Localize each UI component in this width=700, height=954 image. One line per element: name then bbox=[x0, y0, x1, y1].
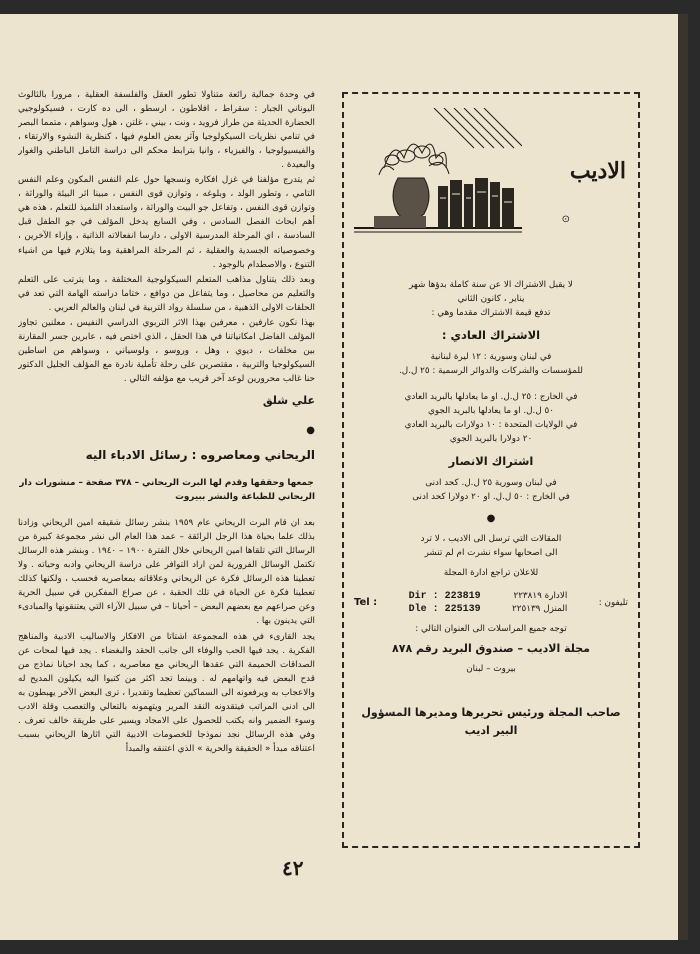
regular-line: للمؤسسات والشركات والدوائر الرسمية : ٢٥ ل.ل. bbox=[399, 366, 583, 376]
page-number: ٤٢ bbox=[282, 856, 304, 880]
article-subtitle: جمعها وحققها وقدم لها البرت الريحاني – ٣٧٨ صفحة – منشورات دار الريحاني للطباعة والنشر ببيروت bbox=[19, 478, 315, 503]
books-vase-illustration bbox=[354, 108, 522, 260]
notice-line: الى اصحابها سواء نشرت ام لم تنشر bbox=[424, 548, 558, 558]
paragraph: بعد ان قام البرت الريحاني عام ١٩٥٩ بنشر رسائل شقيقه امين الريحاني وزادنا بذلك علما بحياة هذا الرجل الرائقة – عمد هذا العام الى نشر مجموعة كبيرة من الرسائل التي تلقاها امين الريحاني خلال الفترة ١٩٠٠ – ١٩٤٠ . وبنشر هذه الرسائل تكتمل الوسائل الفرورية لمن اراد التوافر على دراسة الريحاني وادبه وحياته . ولا تعطينا هذه الرسائل فكرة عن الريحاني وعلاقاته بمعاصريه فحسب ، ولكنها كذلك تعطينا فكرة عن الحياة في تلك الحقبة ، عن صراع المفكرين في سبيل الحرية وعن صراعهم مع بعضهم البعض – أحيانا – في سبيل الآراء التي يعتنقونها والمبادىء التي يدينون بها . bbox=[18, 518, 315, 627]
supporters-subscription-title: اشتراك الانصار bbox=[448, 454, 534, 468]
abroad-line: في الخارج : ٢٥ ل.ل. او ما يعادلها بالبريد العادي bbox=[404, 392, 578, 402]
abroad-line: ٥٠ ل.ل. او ما يعادلها بالبريد الجوي bbox=[427, 406, 554, 416]
author-signature: علي شلق bbox=[262, 393, 315, 407]
postal-address: مجلة الاديب – صندوق البريد رقم ٨٧٨ bbox=[392, 642, 590, 655]
subscription-box bbox=[342, 92, 640, 848]
intro-line: لا يقبل الاشتراك الا عن سنة كاملة بدؤها شهر bbox=[409, 280, 573, 290]
abroad-line: في الولايات المتحدة : ١٠ دولارات بالبريد العادي bbox=[404, 420, 578, 430]
owner-title: صاحب المجلة ورئيس تحريرها ومديرها المسؤول bbox=[361, 706, 621, 719]
telephone-block bbox=[354, 590, 628, 616]
ornament-dot: ⊙ bbox=[561, 214, 570, 225]
abroad-line: ٢٠ دولارا بالبريد الجوي bbox=[449, 434, 533, 444]
magazine-page bbox=[0, 14, 688, 940]
paragraph: وبعد ذلك يتناول مذاهب المتعلم السيكولوجية المختلفة ، وما يترتب على التعلم والتعليم من محاصيل ، وما يتفاعل من دوافع ، ختاما دراسته الهامة التي تعد في الحلقات الاولى الذهبية ، من سلسلة رواد التربية في لبنان والعالم العربي . bbox=[18, 274, 315, 313]
article-title: الريحاني ومعاصروه : رسائل الادباء اليه bbox=[85, 448, 315, 463]
subscription-details bbox=[354, 278, 628, 740]
intro-line: تدفع قيمة الاشتراك مقدما وهي : bbox=[431, 308, 551, 318]
notice-line: المقالات التي ترسل الى الاديب ، لا ترد bbox=[420, 534, 562, 544]
dir-phone: Dir : 223819 bbox=[408, 591, 481, 602]
owner-name: البير اديب bbox=[464, 724, 518, 737]
notice-line: للاعلان تراجع ادارة المجلة bbox=[443, 568, 539, 578]
paragraph: بهذا نكون عارفين ، معرفين بهذا الاثر التربوي الدراسي النفيس ، معلنين تجاوز المؤلف الفاضل امكانياتنا في هذا الحقل ، الذي اختص فيه ، عابرين جسر المقارنة بين مخلفات ، ديوي ، وهل ، وروسو ، ولوسياني ، وسواهم من اساطين السيكولوجيا والتربية ، مقتصرين على رحلة تأملية نادرة مع المؤلف الجليل الدكتور حنا غالب محرورين لوعد آخر قريب مع مؤلفه التالي . bbox=[18, 317, 315, 384]
paragraph: في وحدة جمالية رائعة متناولا تطور العقل والفلسفة العقلية ، مرورا بالثالوث اليوناني الجبار : سقراط ، افلاطون ، ارسطو ، الى ده كارت ، فسيكولوجيي الحضارة الحديثة من طراز فرويد ، ونت ، بيني ، غلتن ، هول وسواهم ، متمما البصر في تنامي نظريات السيكولوجيا وآثر بعض العلوم فيها ، كنظرية النشوء والارتقاء ، والفيسيولوجيا ، والفيزياء ، وانيا بترابط محكم الى دراسة التامل الباطني والغوار والبعيدة . bbox=[18, 90, 315, 171]
section-divider: ● bbox=[306, 425, 315, 437]
paragraph: يجد القارىء في هذه المجموعة اشتاتا من الافكار والاساليب الادبية والمناهج الفكرية . يجد فيها الحب والوفاء الى جانب الحقد والبغضاء . يجد فيها لمحات عن الصداقات الحميمة التي عقدها الريحاني مع معاصريه ، كما يجد احيانا نماذج من قدح البعض فيه واتهامهم له . وبينما تجد اكثر من كتبوا اليه يكيلون المديح له والاعجاب به ويرفعونه الى السماكين تعظيما وتقديرا ، ترى البعض الآخر يهبطون به الى ادنى المراتب فيتقدونه النقد المرير ويتهمونه بالتعالي والتعصب وقلة الادب وسوء الضمير وانه يكتب للحصول على الامجاد ويسير على طريقة خالف تعرف . وفي هذه الرسائل نجد نموذجا للخصومات الادبية التي اثارها الريحاني بسبب اعتناقه مبدأ « الحقيقة والحرية » الذي اعتنقه والمبدأ bbox=[18, 631, 315, 754]
review-column bbox=[18, 88, 315, 888]
phone-numbers-arabic bbox=[512, 590, 567, 616]
phone-numbers-latin bbox=[409, 590, 481, 616]
section-divider: ● bbox=[486, 513, 496, 524]
address-intro: توجه جميع المراسلات الى العنوان التالي : bbox=[415, 624, 567, 634]
phone-label-ar: تليفون : bbox=[598, 597, 628, 608]
admin-phone-ar: الادارة ٢٢٣٨١٩ bbox=[513, 591, 568, 601]
regular-line: في لبنان وسورية : ١٢ ليرة لبنانية bbox=[430, 352, 552, 362]
supporters-line: في لبنان وسورية ٢٥ ل.ل. كحد ادنى bbox=[425, 478, 557, 488]
magazine-title: الاديب bbox=[569, 158, 626, 184]
home-phone-ar: المنزل ٢٢٥١٣٩ bbox=[512, 604, 568, 614]
supporters-line: في الخارج : ٥٠ ل.ل. او ٢٠ دولارا كحد ادنى bbox=[412, 492, 570, 502]
address-city: بيروت – لبنان bbox=[466, 664, 516, 674]
intro-line: يناير ، كانون الثاني bbox=[457, 294, 525, 304]
dle-phone: Dle : 225139 bbox=[408, 604, 481, 615]
paragraph: ثم يتدرج مؤلفنا في غزل افكاره ونسجها حول علم النفس المكون وعلم النفس التامي ، وتطور الولد ، وبلوغه ، وتوازن قوى النفس ، مبينا اثر البيئة والوراثة ، وتوازن قوى النفس ، وتفاعل جو البيت والوراثة ، واستعداد التلميذ للتعلم ، هذه هي أهم ابحاث الفصل السادس ، وفي السابع يدخل المؤلف في جو الطفل قبل السادسة ، اي المرحلة المدرسية الاولى ، دارسا انفعالاته الذاتية ، وإزاء الآخرين ، وخصوصياته الجسدية والعقلية ، ثم المرحلة المراهقية وما يتلازم فيها من اشياء التنوع ، والاصطدام بالوجود . bbox=[18, 175, 315, 270]
regular-subscription-title: الاشتراك العادي : bbox=[441, 328, 541, 342]
tel-label: Tel : bbox=[354, 597, 378, 608]
